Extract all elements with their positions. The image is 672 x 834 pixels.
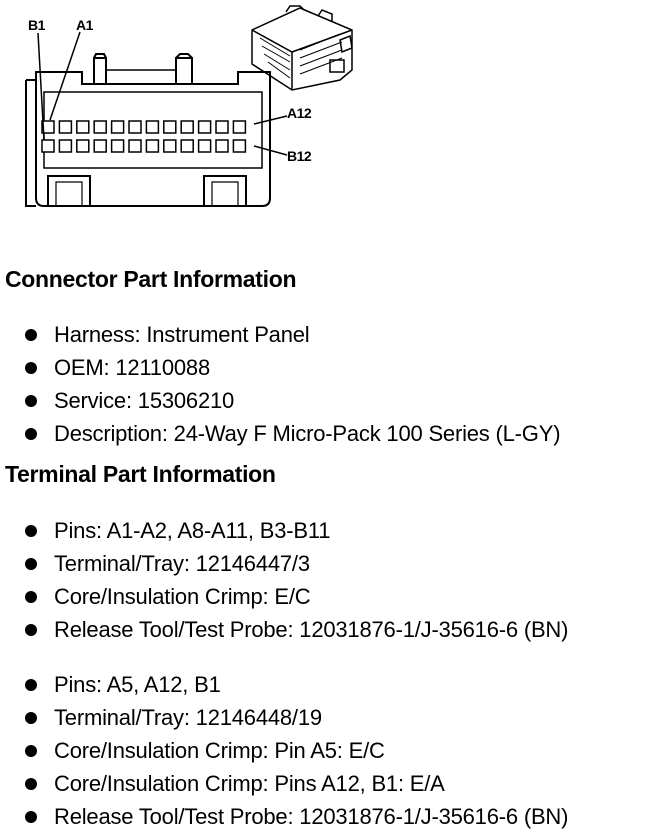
bullet-icon bbox=[25, 679, 37, 691]
list-item: Release Tool/Test Probe: 12031876-1/J-35616-6 (BN) bbox=[0, 800, 568, 833]
terminal-info-heading: Terminal Part Information bbox=[5, 461, 276, 487]
list-item: Description: 24-Way F Micro-Pack 100 Series (L-GY) bbox=[0, 417, 560, 450]
pin-cavity-a2 bbox=[59, 121, 71, 133]
key-right bbox=[204, 176, 246, 206]
pin-cavity-b12 bbox=[233, 140, 245, 152]
bullet-icon bbox=[25, 624, 37, 636]
pin-label-a12: A12 bbox=[287, 105, 312, 121]
pin-cavity-a8 bbox=[164, 121, 176, 133]
list-item: Release Tool/Test Probe: 12031876-1/J-35616-6 (BN) bbox=[0, 613, 568, 646]
pin-cavity-a7 bbox=[146, 121, 158, 133]
pin-cavity-b4 bbox=[94, 140, 106, 152]
terminal-info-list-group-1 bbox=[0, 514, 568, 646]
pin-label-a1: A1 bbox=[76, 17, 93, 33]
pin-cavity-b1 bbox=[42, 140, 54, 152]
list-item: Pins: A5, A12, B1 bbox=[0, 668, 568, 701]
bullet-icon bbox=[25, 558, 37, 570]
pin-cavity-a11 bbox=[216, 121, 228, 133]
leader-a1 bbox=[50, 32, 80, 120]
list-item: Terminal/Tray: 12146447/3 bbox=[0, 547, 568, 580]
pin-cavity-b10 bbox=[199, 140, 211, 152]
pin-cavity-b8 bbox=[164, 140, 176, 152]
bullet-icon bbox=[25, 329, 37, 341]
bullet-icon bbox=[25, 428, 37, 440]
pin-cavity-a4 bbox=[94, 121, 106, 133]
pin-cavity-a10 bbox=[199, 121, 211, 133]
leader-b1 bbox=[38, 33, 44, 140]
pin-cavity-a9 bbox=[181, 121, 193, 133]
list-item: Core/Insulation Crimp: Pin A5: E/C bbox=[0, 734, 568, 767]
bullet-icon bbox=[25, 362, 37, 374]
list-item: OEM: 12110088 bbox=[0, 351, 560, 384]
bullet-icon bbox=[25, 525, 37, 537]
latch-left bbox=[94, 58, 106, 84]
connector-face-drawing bbox=[0, 0, 672, 240]
list-item: Core/Insulation Crimp: Pins A12, B1: E/A bbox=[0, 767, 568, 800]
latch-right bbox=[176, 58, 192, 84]
pin-cavity-a12 bbox=[233, 121, 245, 133]
list-item: Service: 15306210 bbox=[0, 384, 560, 417]
pin-cavity-b11 bbox=[216, 140, 228, 152]
list-item: Terminal/Tray: 12146448/19 bbox=[0, 701, 568, 734]
pin-label-b1: B1 bbox=[28, 17, 45, 33]
pin-cavity-b9 bbox=[181, 140, 193, 152]
pin-cavity-a6 bbox=[129, 121, 141, 133]
pin-cavity-a5 bbox=[112, 121, 124, 133]
list-item: Core/Insulation Crimp: E/C bbox=[0, 580, 568, 613]
bullet-icon bbox=[25, 778, 37, 790]
pin-cavity-b6 bbox=[129, 140, 141, 152]
terminal-info-list-group-2 bbox=[0, 668, 568, 833]
connector-isometric-drawing bbox=[252, 6, 352, 90]
bullet-icon bbox=[25, 745, 37, 757]
bullet-icon bbox=[25, 591, 37, 603]
pin-cavity-b3 bbox=[77, 140, 89, 152]
list-item: Pins: A1-A2, A8-A11, B3-B11 bbox=[0, 514, 568, 547]
bullet-icon bbox=[25, 811, 37, 823]
pin-cavity-a3 bbox=[77, 121, 89, 133]
connector-diagram bbox=[0, 0, 672, 240]
key-left bbox=[48, 176, 90, 206]
connector-info-list bbox=[0, 318, 560, 450]
list-item: Harness: Instrument Panel bbox=[0, 318, 560, 351]
bullet-icon bbox=[25, 395, 37, 407]
pin-cavity-b5 bbox=[112, 140, 124, 152]
pin-cavity-b2 bbox=[59, 140, 71, 152]
bullet-icon bbox=[25, 712, 37, 724]
pin-cavity-b7 bbox=[146, 140, 158, 152]
connector-info-heading: Connector Part Information bbox=[5, 266, 297, 292]
pin-label-b12: B12 bbox=[287, 148, 312, 164]
